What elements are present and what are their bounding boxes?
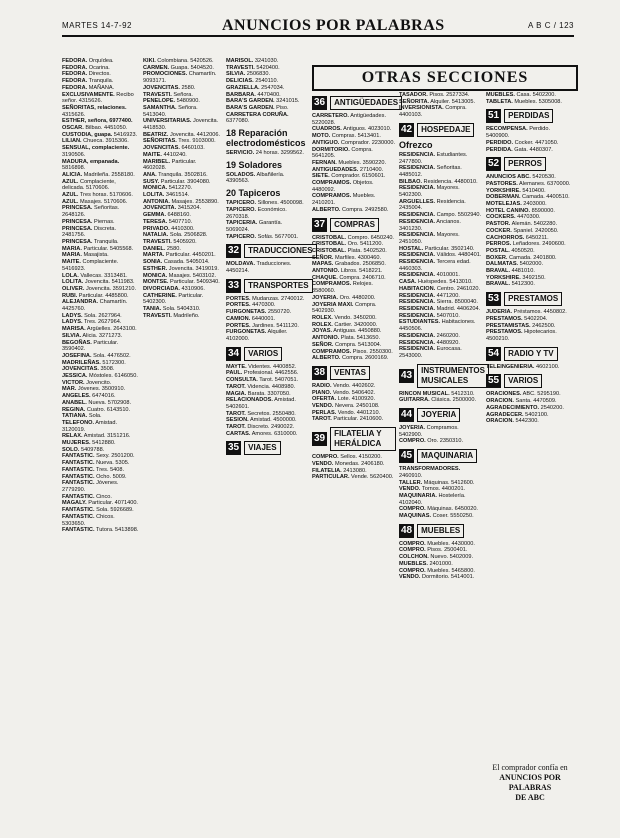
classified-ad: SILVIA. Alicia. 3271273. (62, 332, 123, 339)
classified-ad: FEDORA. Directos. (62, 71, 111, 78)
classified-ad: CAMION. 6440001. (226, 315, 276, 322)
classified-ad: MONICA. 5412270. (143, 185, 193, 192)
classified-ad: COMPRAMOS. Muebles. 2410201. (312, 193, 376, 207)
section-38-heading: 38 VENTAS (312, 366, 396, 380)
classified-ad: PARTICULAR. Vende. 5620400. (312, 474, 394, 481)
classified-ad: YORKSHIRE. 5410400. (486, 187, 546, 194)
classified-ad: AZUL. Complaciente, delicada. 5170606. (62, 178, 116, 192)
column-6 (486, 92, 574, 760)
classified-ad: TRAVESTI. 5405920. (143, 238, 197, 245)
classified-ad: DALMATAS. 5402000. (486, 261, 543, 268)
classified-ad: ANTIGUO. Comprador. 2230000. (312, 139, 396, 146)
classified-ad: CATHERINE. Particular. 5402300. (143, 292, 204, 306)
classified-ad: FEDORA. Tranquila. (62, 78, 114, 85)
classified-ad: ESTUDIANTES. Habitaciones. 4450506. (399, 319, 476, 333)
classified-ad: CACHORROS. 6450211. (486, 234, 549, 241)
classified-ad: FANTASTIC. Cinco. (62, 493, 112, 500)
classified-ad: LOLITA. 3461514. (143, 192, 190, 199)
classified-ad: PASTOR. Alemán. 5402280. (486, 221, 558, 228)
classified-ad: COMPRO. Máquinas. 6450020. (399, 506, 478, 513)
section-36-heading: 36 ANTIGÜEDADES (312, 96, 396, 110)
classified-ad: BEGOÑAS. Particular. 3590402. (62, 339, 119, 353)
classified-ad: CUADROS. Antiguos. 4023010. (312, 126, 392, 133)
classified-ad: PERDIDA. Gata. 4480307. (486, 146, 553, 153)
classified-ad: MAGALY. Particular. 4071400. (62, 500, 138, 507)
classified-ad: PRESTAMOS. 5402204. (486, 315, 548, 322)
classified-ad: FERNAN. Muebles. 3590220. (312, 159, 387, 166)
classified-ad: COCKERS. 4470300. (486, 214, 541, 221)
section-39-heading: 39 FILATELIA Y HERÁLDICA (312, 427, 396, 451)
section-35-heading: 35 VIAJES (226, 441, 306, 455)
classified-ad: TRAVESTI. Madrileño. (143, 312, 200, 319)
classified-ad: SUSY. Particular. 3904080. (143, 178, 211, 185)
column-1 (62, 58, 139, 828)
classified-ad: VENDO. Dormitorio. 5414001. (399, 574, 475, 581)
classified-ad: DOBERMAN. Camada. 4400510. (486, 194, 570, 201)
classified-ad: CARRETERO. Antigüedades. 5220028. (312, 113, 386, 126)
classified-ad: MONICA. Masajes. 5403102. (143, 272, 217, 279)
classified-ad: RESIDENCIA. 4480920. (399, 339, 460, 346)
classified-ad: RINCON MUSICAL. 5412310. (399, 390, 475, 397)
classified-ad: JESSICA. Móstoles. 6146050. (62, 373, 138, 380)
classified-ad: PORTES. 4470300. (226, 302, 276, 309)
classified-ad: PRINCESA. Tranquila. (62, 238, 119, 245)
classified-ad: MAYTE. Videntes. 4400852. (226, 363, 297, 370)
classified-ad: ROLEX. Cartier. 3420000. (312, 321, 378, 328)
classified-ad: RESIDENCIA. Estudiantes. 2477800. (399, 151, 468, 165)
classified-ad: UNIVERSITARIAS. Jovencita. 4418530. (143, 118, 219, 132)
classified-ad: RESIDENCIA. Eurocasa. 2543000. (399, 346, 462, 359)
section-51-heading: 51 PERDIDAS (486, 109, 574, 123)
classified-ad: AGRADECIMIENTO. 2540200. (486, 404, 564, 411)
classified-ad: COMPRO. Pisos. 2500401. (399, 547, 468, 554)
classified-ad: ANA. Tranquila. 3502816. (143, 171, 208, 178)
classified-ad: TELEFONO. Amistad. 3120019. (62, 419, 118, 433)
classified-ad: BARA'S GARDEN. Piso. (226, 104, 289, 111)
classified-ad: BARA'S GARDEN. 3241015. (226, 98, 300, 105)
classified-ad: RELACIONADOS. Amistad. 5402601. (226, 397, 296, 410)
classified-ad: PRESTAMOS. Hipotecarios. 4500210. (486, 329, 557, 342)
classified-ad: SOLADOS. Albañilería. 4390563. (226, 171, 285, 185)
promo-line-2: ANUNCIOS POR PALABRAS (499, 773, 561, 792)
classified-ad: ANTONIA. Masajes. 2553890. (143, 198, 219, 205)
section-42-heading: 42 HOSPEDAJE (399, 123, 483, 137)
classified-ad: MARIBEL. Particular. 4602028. (143, 158, 197, 172)
classified-ad: ALBERTO. Compra. 2600169. (312, 355, 389, 362)
classified-ad: TAROT. Discreto. 2490022. (226, 424, 295, 431)
classified-ad: COCKER. Spaniel. 2420050. (486, 227, 559, 234)
classified-ad: TASADOR. Pisos. 2527334. (399, 92, 470, 98)
classified-ad: MUEBLES. Casa. 5402200. (486, 92, 556, 98)
classified-ad: PROMOCIONES. Chamartín. 9093171. (143, 71, 217, 85)
classified-ad: TALLER. Máquinas. 5412600. (399, 479, 475, 486)
classified-ad: MUJERES. 5412880. (62, 440, 116, 447)
classified-ad: JOYERIA MAXI. Compra. 5402930. (312, 301, 377, 315)
classified-ad: MARIA. Masajista. (62, 252, 109, 259)
classified-ad: DELICIAS. 2540110. (226, 78, 279, 85)
classified-ad: ORACION. 5442300. (486, 418, 539, 425)
classified-ad: RESIDENCIA. 4010001. (399, 272, 460, 279)
classified-ad: ALBERTO. Compra. 2492580. (312, 206, 389, 213)
classified-ad: ESTHER, señora, 6977400. (62, 118, 133, 125)
classified-ad: ALICIA. Madrileña. 2558180. (62, 171, 135, 178)
classified-ad: CUSTODIA, guapa. 5416923. (62, 131, 138, 138)
classified-ad: CRISTOBAL. Plata. 5402520. (312, 247, 387, 254)
page-number: A B C / 123 (528, 21, 574, 30)
promo-line-3: DE ABC (515, 793, 545, 802)
classified-ad: RESIDENCIA. Mayores. 2451050. (399, 232, 460, 245)
classified-ad: LADYS. Tres. 2627964. (62, 319, 122, 326)
classified-ad: SONIA. Casada. 5405014. (143, 259, 210, 266)
classified-ad: HOTEL CANINO. 8590000. (486, 207, 555, 214)
classified-ad: PRESTAMISTAS. 2462500. (486, 322, 556, 329)
classified-ad: PASTORES. Alemanes. 6370000. (486, 180, 571, 187)
classified-ad: RELAX. Amistad. 3151216. (62, 433, 131, 440)
classified-ad: SEÑOR. Marfiles. 4300460. (312, 254, 382, 261)
classified-ad: ALEJANDRA. Chamartín. 4425760. (62, 299, 128, 313)
classified-ad: MOTELEJAS. 2403000. (486, 201, 547, 208)
classified-ad: SILVIA. 2506830. (226, 71, 271, 78)
column-3 (226, 58, 313, 828)
classified-ad: PAUL. Profesional. 4462556. (226, 370, 299, 377)
classified-ad: NATALIA. Sola. 2506828. (143, 232, 208, 239)
classified-ad: FANTASTIC. Ocho. 5009. (62, 473, 127, 480)
classified-ad: PORTES. Mudanzas. 2740012. (226, 295, 305, 302)
classified-ad: TAROT. Videncia. 4408980. (226, 383, 296, 390)
classified-ad: TRAVESTI. 5420400. (226, 64, 280, 71)
section-52-heading: 52 PERROS (486, 157, 574, 171)
classified-ad: EXCLUSIVAMENTE. Recibo señor. 4315626. (62, 91, 134, 105)
classified-ad: RECOMPENSA. Perdido. 5400900. (486, 126, 551, 140)
classified-ad: CONSULTA. Tarot. 5407051. (226, 377, 299, 384)
classified-ad: COMPRO. Oro. 2350310. (399, 438, 464, 445)
classified-ad: TRAVESTI. Señora. (143, 91, 193, 98)
section-48-heading: 48 MUEBLES (399, 524, 483, 538)
column-4 (312, 92, 399, 822)
classified-ad: FEDORA. MAÑANA. (62, 84, 115, 91)
classified-ad: FANTASTIC. Tutora. 5413898. (62, 527, 139, 534)
classified-ad: JOVENCITAS. 2580. (143, 84, 196, 91)
classified-ad: ARGUELLES. Residencia. 2435004. (399, 198, 466, 212)
classified-ad: ORACION. Santa. 4470509. (486, 398, 557, 405)
classified-ad: PRIVADO. 4410300. (143, 225, 195, 232)
section-33-heading: 33 TRANSPORTES (226, 279, 306, 293)
classified-ad: BARBARA. 4470400. (226, 91, 281, 98)
classified-ad: YORKSHIRE. 3492150. (486, 274, 546, 281)
classified-ad: OLIVER. Jovencita. 3591210. (62, 285, 137, 292)
classified-ad: COMPRO. Sellos. 4150200. (312, 454, 382, 461)
classified-ad: TABLETA. Muebles. 5305008. (486, 98, 562, 105)
section-55-heading: 55 VARIOS (486, 374, 574, 388)
classified-ad: JOYERIA. Compramos. 5402900. (399, 425, 459, 438)
classified-ad: INVERSIONISTA. Compra. 4400103. (399, 105, 467, 119)
classified-ad: COMPRAMOS. Relojes. 3580060. (312, 281, 373, 295)
classified-ad: GRAZIELLA. 2547034. (226, 84, 285, 91)
classified-ad: COMPRO. Muebles. 5465800. (399, 567, 475, 574)
classified-ad: RESIDENCIA. Campo. 5502940. (399, 212, 482, 219)
section-44-heading: 44 JOYERIA (399, 408, 483, 422)
classified-ad: TRANSFORMADORES. 2460910. (399, 466, 461, 479)
classified-ad: KIKI. Colombiana. 5420526. (143, 58, 214, 64)
classified-ad: PERLAS. Vendo. 4401210. (312, 409, 381, 416)
classified-ad: FANTASTIC. Chicos. 5303650. (62, 513, 115, 527)
classified-ad: ANTONIO. Libros. 5418221. (312, 268, 383, 275)
classified-ad: JOYAS. Antiguas. 4450880. (312, 328, 382, 335)
classified-ad: PERROS. Leñadores. 2490600. (486, 241, 566, 248)
classified-ad: LOLITA. Jovencita. 5411983. (62, 279, 135, 286)
classified-ad: TAPICERO. Sofás. 5677001. (226, 233, 299, 240)
promo-line-1: El comprador confía en (492, 763, 568, 772)
classified-ad: TATIANA. Sola. (62, 413, 102, 420)
classified-ad: MONTSE. Particular. 5409340. (143, 279, 220, 286)
classified-ad: TERESA. 5407710. (143, 218, 193, 225)
classified-ad: COMPRAMOS. Pisos. 2550300. (312, 348, 393, 355)
section-53-heading: 53 PRESTAMOS (486, 292, 574, 306)
classified-ad: PRINCESA. Piernas. (62, 218, 115, 225)
classified-ad: SERVICIO. 24 horas. 3299562. (226, 150, 304, 157)
classified-ad: SEÑORITA. Alquiler. 5413005. (399, 98, 476, 105)
classified-ad: BOXER. Camada. 2401800. (486, 254, 557, 261)
classified-ad: GEMMA. 6488160. (143, 212, 191, 219)
classified-ad: FEDORA. Orquídea. (62, 58, 114, 64)
classified-ad: TAPICERO. Sillones. 4500098. (226, 200, 304, 207)
classified-ad: MAQUINARIA. Hostelería. 4102040. (399, 492, 466, 506)
classified-ad: JOSEFINA. Sola. 4476502. (62, 352, 131, 359)
classified-ad: RESIDENCIA. 5407010. (399, 312, 460, 319)
classified-ad: REGINA. Cuatro. 6143510. (62, 406, 131, 413)
classified-ad: FURGONETAS. 2550720. (226, 309, 292, 316)
section-18-heading: 18 Reparación electrodomésticos (226, 128, 306, 149)
classified-ad: FANTASTIC. Tres. 5408. (62, 466, 125, 473)
classified-ad: ROLEX. Vendo. 3450200. (312, 314, 377, 321)
classified-ad: RESIDENCIA. Madrid. 4406204. (399, 305, 481, 312)
classified-ad: CRISTOBAL. Compro. 6450240. (312, 234, 394, 241)
classified-ad: FURGONETAS. Alquiler. 4102000. (226, 329, 288, 342)
classified-ad: TAPICERIA. Garantía. 5069024. (226, 220, 283, 233)
classified-ad: CARRETERA CORUÑA. 6377080. (226, 111, 289, 125)
section-43-heading: 43 INSTRUMENTOS MUSICALES (399, 364, 483, 388)
otras-secciones-banner: OTRAS SECCIONES (312, 65, 578, 91)
classified-ad: RESIDENCIA. Ancianos. 3401230. (399, 218, 461, 232)
section-45-heading: 45 MAQUINARIA (399, 449, 483, 463)
classified-ad: MARISA. Argüelles. 2643100. (62, 326, 137, 333)
classified-ad: RESIDENCIA. 4471200. (399, 292, 460, 299)
classified-ad: MARISOL. 3241030. (226, 58, 279, 64)
classified-ad: POSTAL. 4050520. (486, 247, 535, 254)
abc-promo-box (486, 763, 574, 803)
classified-ad: MAR. Jóvenes. 3500910. (62, 386, 126, 393)
classified-ad: LADYS. Sola. 2627964. (62, 312, 122, 319)
section-37-heading: 37 COMPRAS (312, 218, 396, 232)
classified-ad: MUEBLES. 2401000. (399, 560, 453, 567)
classified-ad: RESIDENCIA. Mayores. 5402300. (399, 185, 460, 199)
classified-ad: RADIO. Vendo. 4402602. (312, 382, 376, 389)
classified-ad: SENSUAL, complaciente. 3190506. (62, 145, 130, 158)
classified-ad: TANIA. Sola. 5404310. (143, 306, 201, 313)
classified-ad: GUITARRA. Clásica. 2500000. (399, 397, 477, 404)
classified-ad: PRINCESA. Señoritas. 2648126. (62, 205, 120, 219)
section-19-heading: 19 Soladores (226, 159, 283, 170)
classified-ad: AZUL. Masajes. 5170606. (62, 198, 128, 205)
classified-ad: RESIDENCIA. Válidos. 4480401. (399, 252, 482, 259)
classified-ad: OFERTA. Lote. 4100920. (312, 396, 376, 403)
classified-ad: FANTASTIC. Sexy. 2501200. (62, 453, 135, 460)
classified-ad: MOLDAVA. Traducciones. 4450214. (226, 261, 292, 275)
classified-ad: BEATRIZ. Jovencita. 4412006. (143, 131, 221, 138)
classified-ad: JOVENCITAS. 6460103. (143, 145, 205, 152)
classified-ad: MADRILEÑAS. 5172300. (62, 359, 126, 366)
classified-ad: RESIDENCIA. Tercera edad. 4460303. (399, 259, 471, 272)
classified-ad: MAITE. Complaciente. 5416923. (62, 259, 119, 272)
section-54-heading: 54 RADIO Y TV (486, 347, 574, 361)
classified-ad: SESION. Amistad. 4500000. (226, 417, 297, 424)
classified-ad: PERDIDO. Cocker. 4471050. (486, 139, 559, 146)
classified-ad: LILIAN. Chueca. 3915306. (62, 138, 129, 145)
classified-ad: RUBI. Particular. 4485800. (62, 292, 129, 299)
column-5 (399, 92, 483, 822)
classified-ad: PIANO. Vendo. 5406402. (312, 389, 376, 396)
classified-ad: CARTAS. Amores. 6310000. (226, 430, 298, 437)
classified-ad: COMPRO. Muebles. 4430000. (399, 540, 475, 547)
classified-ad: MAQUINAS. Coser. 5550250. (399, 513, 474, 520)
classified-ad: SEÑORITAS. Tres. 9103000. (143, 138, 216, 145)
classified-ad: ANUNCIOS ABC. 5420530. (486, 174, 556, 181)
classified-ad: SOLO. 5409788. (62, 446, 105, 453)
classified-ad: SAMANTHA. Señora. 5413040. (143, 104, 198, 118)
classified-ad: MADURA, empanada. 5816898. (62, 158, 120, 172)
classified-ad: SEÑOR. Compra. 5413004. (312, 341, 382, 348)
section-34-heading: 34 VARIOS (226, 347, 306, 361)
classified-ad: VENDO. Nevera. 2450108. (312, 403, 380, 410)
column-2 (143, 58, 221, 828)
classified-ad: HOSTAL. Particular. 3502140. (399, 245, 475, 252)
classified-ad: ANTONIO. Plata. 5413650. (312, 335, 380, 342)
classified-ad: MAITE. 4410240. (143, 151, 187, 158)
classified-ad: ANGELES. 6474016. (62, 393, 116, 400)
classified-ad: AGRADECER. 5402100. (486, 411, 549, 418)
classified-ad: TAPICERO. Económico. 2670318. (226, 206, 287, 220)
classified-ad: COLCHON. Nuevo. 5402009. (399, 554, 474, 561)
classified-ad: FILATELIA. 2413080. (312, 467, 367, 474)
classified-ad: COMPRAMOS. Objetos. 4480092. (312, 180, 374, 193)
section-20-heading: 20 Tapiceros (226, 188, 281, 199)
classified-ad: MOTO. Compras. 5413401. (312, 133, 381, 140)
classified-ad: DANIEL. 2580. (143, 245, 181, 252)
classified-ad: CHAQUE. Compra. 2406710. (312, 274, 386, 281)
classified-ad: LOLA. Vallecas. 3313481. (62, 272, 128, 279)
issue-date: MARTES 14-7-92 (62, 21, 132, 30)
classified-ad: RESIDENCIA. 2460200. (399, 332, 460, 339)
classified-ad: TAROT. Particular. 2410600. (312, 416, 384, 423)
classified-ad: CARMEN. Guapa. 5404520. (143, 64, 214, 71)
classified-ad: OSCAR. Bilbao. 4451050. (62, 125, 128, 132)
classified-ad: HABITACION. Centro. 2461020. (399, 285, 481, 292)
classified-ad: DIVORCIADA. 4310906. (143, 285, 205, 292)
classified-ad: JOYERIA. Oro. 4480200. (312, 294, 376, 301)
classified-ad: VENDO. Monedas. 2406180. (312, 460, 385, 467)
classified-ad: CASA. Huéspedes. 5413010. (399, 279, 473, 286)
classified-ad: BRAVAL. 5412300. (486, 281, 535, 288)
classified-ad: MAPAS. Grabados. 2506850. (312, 261, 386, 268)
classified-ad: DORMITORIO. Compra. 5641205. (312, 146, 373, 160)
classified-ad: VICTOR. Jovencito. (62, 379, 112, 386)
classified-ad: FANTASTIC. Nueva. 5305. (62, 460, 130, 467)
page-header (62, 17, 574, 37)
classified-ad: MARIA. Particular. 5405568. (62, 245, 134, 252)
ofrezco-heading: Ofrezco (399, 139, 433, 150)
classified-ad: PORTES. Jardines. 5411120. (226, 322, 299, 329)
section-32-heading: 32 TRADUCCIONES (226, 244, 306, 258)
section-title: ANUNCIOS POR PALABRAS (222, 17, 445, 34)
classified-ad: JOVENCITA. 3415204. (143, 205, 202, 212)
classified-ad: FANTASTIC. Jóvenes. 2779290. (62, 480, 119, 493)
classified-ad: PENELOPE. 5480900. (143, 98, 200, 105)
classified-ad: FANTASTIC. Sola. 5926689. (62, 507, 134, 514)
classified-ad: ESTHER. Jovencita. 3419019. (143, 265, 219, 272)
classified-ad: JOVENCITAS. 3508. (62, 366, 115, 373)
classified-ad: TELEINGENIERIA. 4602100. (486, 363, 560, 370)
classified-ad: CRISTOBAL. Oro. 5411200. (312, 241, 383, 248)
classified-ad: SIETE. Comprador. 6150601. (312, 173, 386, 180)
classified-ad: BRAVAL. 4481010. (486, 268, 535, 275)
classified-ad: MARTA. Particular. 4450201. (143, 252, 216, 259)
classified-ad: PRINCESA. Discreta. 2481756. (62, 225, 117, 239)
classified-ad: JUDERIA. Préstamos. 4450802. (486, 309, 567, 316)
classified-ad: ANABEL. Nueva. 5702908. (62, 399, 132, 406)
classified-ad: ANTIGUEDADES. 2710400. (312, 166, 384, 173)
classified-ad: VENDO. Tornos. 4400201. (399, 486, 466, 493)
classified-ad: RESIDENCIA. Sierra. 8500040. (399, 299, 478, 306)
classified-ad: SEÑORITAS, relaciones. 4315626. (62, 104, 127, 118)
classified-ad: MAGIA. Barata. 3307050. (226, 390, 291, 397)
classified-ad: RESIDENCIA. Señoritas. 4485012. (399, 165, 462, 178)
classified-ad: AZUL. Tres horas. 5170606. (62, 192, 133, 199)
classified-ad: BILBAO. Residencia. 4480010. (399, 178, 478, 185)
classified-ad: TAROT. Secretos. 2550480. (226, 410, 296, 417)
classified-ad: FEDORA. Ocarina. (62, 64, 110, 71)
classified-ad: ORACIONES. ABC. 5295190. (486, 391, 561, 398)
